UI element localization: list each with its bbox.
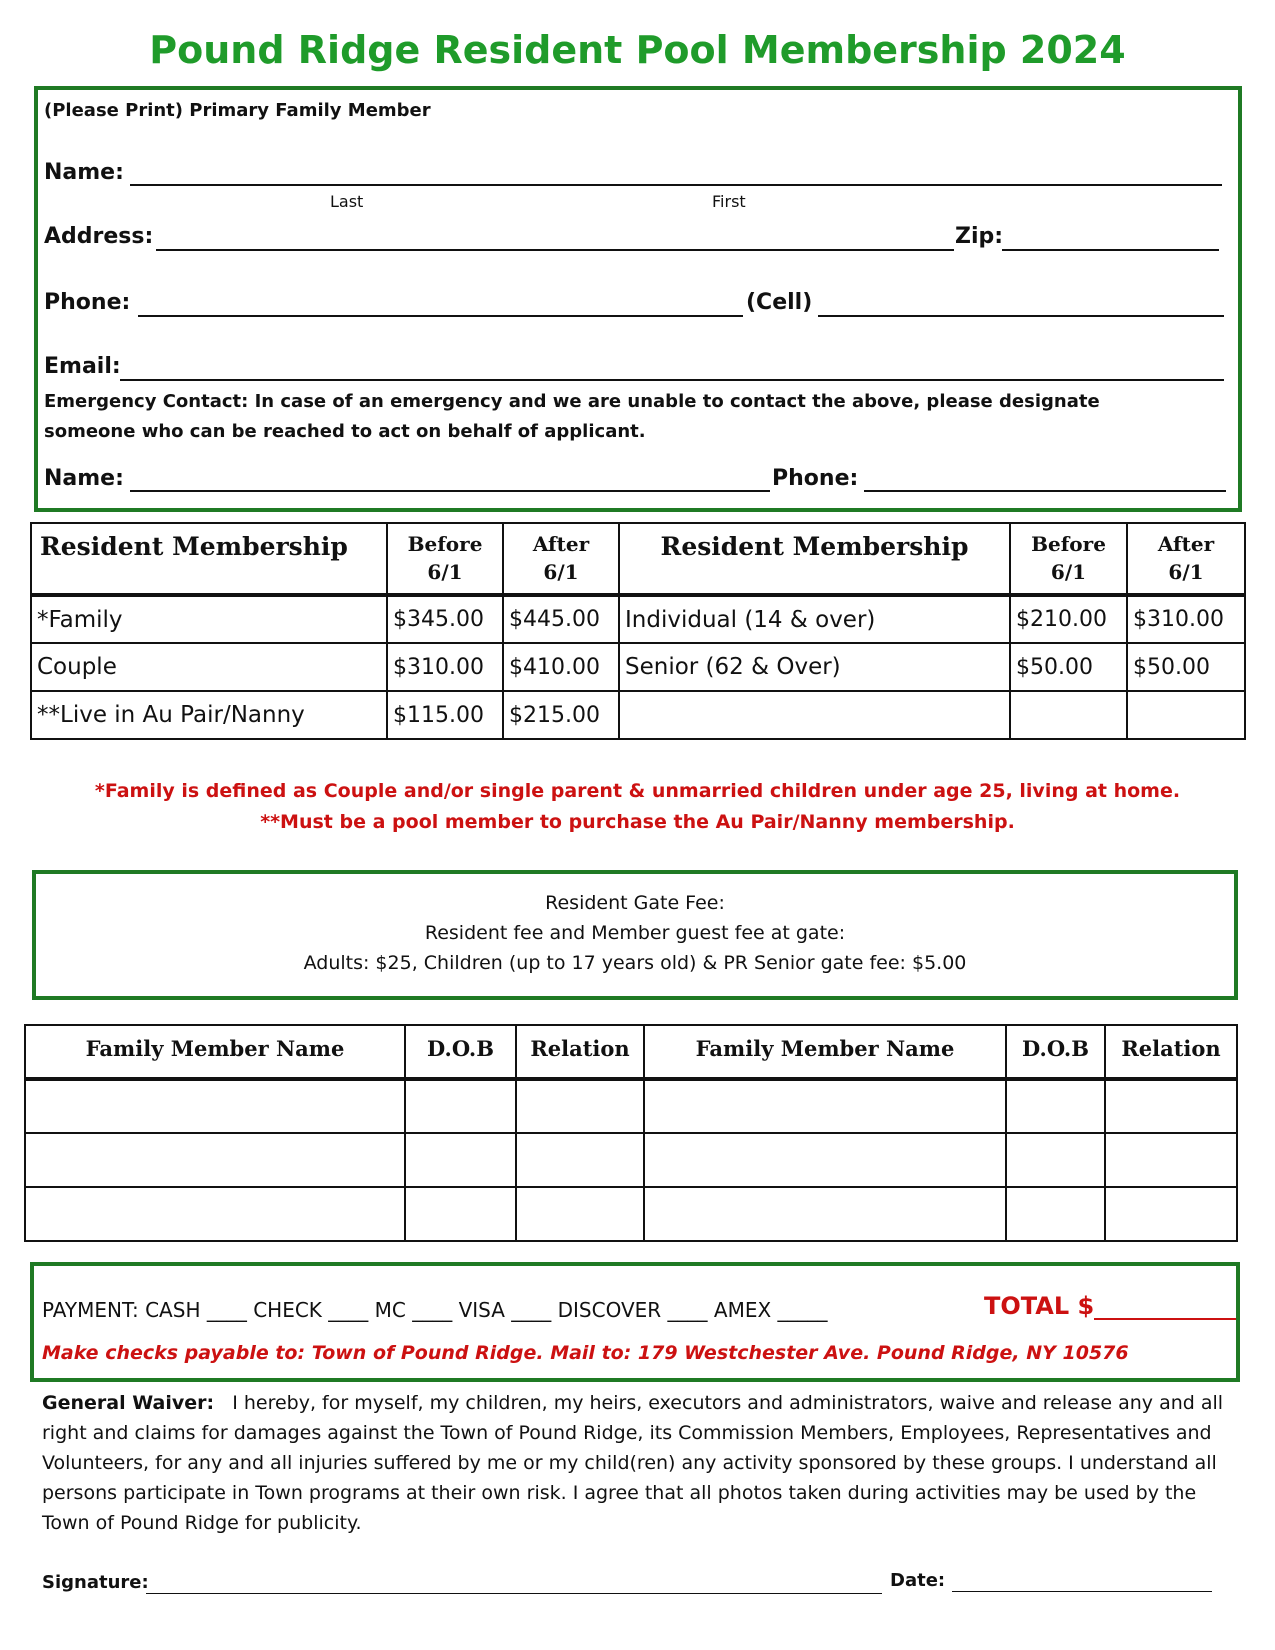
primary-member-section xyxy=(34,86,1242,512)
membership-type: **Live in Au Pair/Nanny xyxy=(31,691,387,739)
last-label: Last xyxy=(330,192,364,211)
table-row xyxy=(25,1079,1237,1133)
gate-fee-subtitle: Resident fee and Member guest fee at gate: xyxy=(424,922,846,944)
relation-cell[interactable] xyxy=(516,1133,644,1187)
relation-cell[interactable] xyxy=(516,1079,644,1133)
price-before: $345.00 xyxy=(387,595,503,643)
signature-label: Signature: xyxy=(42,1572,149,1593)
general-waiver xyxy=(42,1388,1242,1538)
relation-header: Relation xyxy=(516,1025,644,1079)
waiver-label: General Waiver: xyxy=(42,1392,215,1414)
membership-type: Couple xyxy=(31,643,387,691)
zip-label: Zip: xyxy=(955,224,1004,249)
price-after: $50.00 xyxy=(1127,643,1245,691)
price-before: $50.00 xyxy=(1010,643,1127,691)
family-name-cell[interactable] xyxy=(644,1187,1006,1241)
emergency-contact-text: Emergency Contact: In case of an emergency and we are unable to contact the above, please designate someone who can be reached to act on behalf of applicant. xyxy=(44,391,1100,442)
zip-field[interactable] xyxy=(1002,249,1219,251)
primary-heading: (Please Print) Primary Family Member xyxy=(44,100,431,121)
membership-type: *Family xyxy=(31,595,387,643)
phone-field[interactable] xyxy=(138,315,743,317)
family-name-cell[interactable] xyxy=(25,1079,405,1133)
family-name-header: Family Member Name xyxy=(25,1025,405,1079)
dob-cell[interactable] xyxy=(1006,1187,1105,1241)
emergency-name-label: Name: xyxy=(44,466,124,491)
price-after: $445.00 xyxy=(503,595,619,643)
mail-instructions: Make checks payable to: Town of Pound Ridge. Mail to: 179 Westchester Ave. Pound Ridge, NY 10576 xyxy=(42,1342,1129,1364)
membership-type xyxy=(619,691,1010,739)
family-header-row xyxy=(25,1025,1237,1079)
price-after: $215.00 xyxy=(503,691,619,739)
relation-cell[interactable] xyxy=(1105,1187,1237,1241)
date-label: Date: xyxy=(890,1570,946,1591)
dob-cell[interactable] xyxy=(405,1187,516,1241)
page-title: Pound Ridge Resident Pool Membership 2024 xyxy=(149,28,1126,72)
emergency-phone-field[interactable] xyxy=(864,490,1226,492)
before-header-left: Before 6/1 xyxy=(387,523,503,595)
total-label: TOTAL $ xyxy=(984,1292,1236,1320)
price-before: $310.00 xyxy=(387,643,503,691)
relation-cell[interactable] xyxy=(1105,1133,1237,1187)
price-before xyxy=(1010,691,1127,739)
gate-fee-section xyxy=(32,870,1238,1000)
signature-field[interactable] xyxy=(146,1593,882,1594)
table-row xyxy=(31,643,1245,691)
first-label: First xyxy=(712,192,746,211)
dob-cell[interactable] xyxy=(405,1133,516,1187)
family-name-cell[interactable] xyxy=(644,1079,1006,1133)
membership-header-row xyxy=(31,523,1245,595)
gate-fee-amounts: Adults: $25, Children (up to 17 years old) & PR Senior gate fee: $5.00 xyxy=(303,952,967,974)
membership-header-left: Resident Membership xyxy=(31,523,387,595)
gate-fee-title: Resident Gate Fee: xyxy=(545,892,725,914)
membership-type: Individual (14 & over) xyxy=(619,595,1010,643)
price-before: $210.00 xyxy=(1010,595,1127,643)
au-pair-note: **Must be a pool member to purchase the Au Pair/Nanny membership. xyxy=(260,811,1015,833)
family-name-header: Family Member Name xyxy=(644,1025,1006,1079)
after-header-right: After 6/1 xyxy=(1127,523,1245,595)
price-after: $410.00 xyxy=(503,643,619,691)
address-label: Address: xyxy=(44,224,154,249)
before-header-right: Before 6/1 xyxy=(1010,523,1127,595)
name-label: Name: xyxy=(44,160,124,185)
table-row xyxy=(31,691,1245,739)
name-field[interactable] xyxy=(130,184,1222,186)
price-after: $310.00 xyxy=(1127,595,1245,643)
cell-field[interactable] xyxy=(818,315,1224,317)
price-after xyxy=(1127,691,1245,739)
dob-cell[interactable] xyxy=(1006,1133,1105,1187)
family-members-table xyxy=(24,1024,1238,1242)
dob-cell[interactable] xyxy=(405,1079,516,1133)
membership-table xyxy=(30,522,1246,740)
table-row xyxy=(25,1187,1237,1241)
family-name-cell[interactable] xyxy=(25,1187,405,1241)
emergency-name-field[interactable] xyxy=(130,490,770,492)
membership-type: Senior (62 & Over) xyxy=(619,643,1010,691)
relation-header: Relation xyxy=(1105,1025,1237,1079)
family-name-cell[interactable] xyxy=(644,1133,1006,1187)
payment-section xyxy=(30,1262,1240,1382)
family-definition-note: *Family is defined as Couple and/or single parent & unmarried children under age 25, living at home. xyxy=(94,780,1181,802)
dob-cell[interactable] xyxy=(1006,1079,1105,1133)
family-name-cell[interactable] xyxy=(25,1133,405,1187)
date-field[interactable] xyxy=(952,1591,1212,1592)
emergency-phone-label: Phone: xyxy=(772,466,859,491)
email-field[interactable] xyxy=(120,379,1224,381)
relation-cell[interactable] xyxy=(516,1187,644,1241)
email-label: Email: xyxy=(44,354,121,379)
address-field[interactable] xyxy=(156,249,954,251)
payment-methods[interactable]: PAYMENT: CASH ____ CHECK ____ MC ____ VISA ____ DISCOVER ____ AMEX _____ xyxy=(42,1298,828,1322)
dob-header: D.O.B xyxy=(1006,1025,1105,1079)
price-before: $115.00 xyxy=(387,691,503,739)
cell-label: (Cell) xyxy=(746,290,813,315)
membership-header-right: Resident Membership xyxy=(619,523,1010,595)
waiver-text: I hereby, for myself, my children, my heirs, executors and administrators, waive and release any and all right and claims for damages against the Town of Pound Ridge, its Commission Members, Employees, Representatives and Volunteers, for any and all injuries suffered by me or my child(ren) any activity sponsored by these groups. I understand all persons participate in Town programs at their own risk. I agree that all photos taken during activities may be used by the Town of Pound Ridge for publicity. xyxy=(42,1392,1224,1534)
table-row xyxy=(25,1133,1237,1187)
relation-cell[interactable] xyxy=(1105,1079,1237,1133)
table-row xyxy=(31,595,1245,643)
dob-header: D.O.B xyxy=(405,1025,516,1079)
after-header-left: After 6/1 xyxy=(503,523,619,595)
phone-label: Phone: xyxy=(44,290,131,315)
